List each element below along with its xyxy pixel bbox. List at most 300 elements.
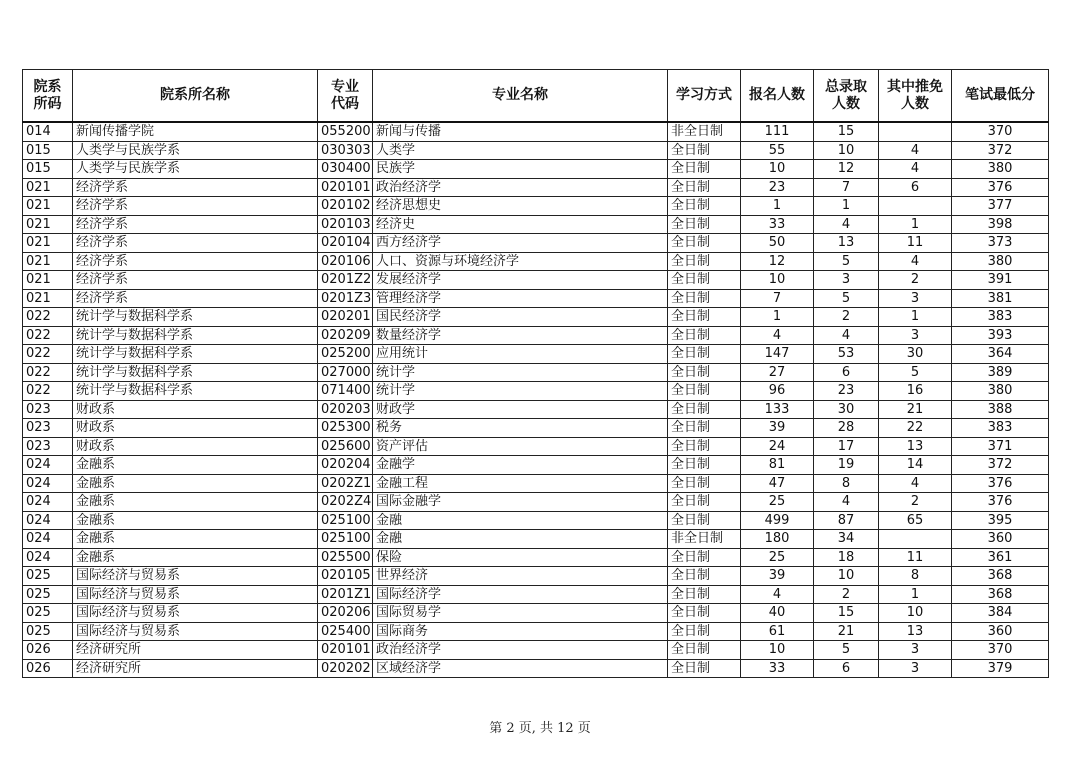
cell-major-code: 020101	[318, 178, 373, 197]
cell-major-code: 020204	[318, 456, 373, 475]
table-row	[23, 400, 1049, 419]
cell-recommended: 6	[879, 178, 952, 197]
cell-major-name: 应用统计	[373, 345, 668, 364]
cell-study-mode: 非全日制	[668, 530, 741, 549]
cell-recommended: 2	[879, 493, 952, 512]
cell-admitted: 30	[814, 400, 879, 419]
cell-dept-code: 021	[23, 178, 73, 197]
cell-study-mode: 全日制	[668, 548, 741, 567]
cell-dept-name: 经济学系	[73, 289, 318, 308]
cell-min-score: 398	[952, 215, 1049, 234]
table-row	[23, 197, 1049, 216]
table-row	[23, 585, 1049, 604]
header-recommended: 其中推免人数	[879, 70, 952, 123]
cell-major-name: 保险	[373, 548, 668, 567]
cell-applicants: 10	[741, 271, 814, 290]
cell-major-name: 经济史	[373, 215, 668, 234]
cell-min-score: 391	[952, 271, 1049, 290]
cell-min-score: 380	[952, 252, 1049, 271]
table-row	[23, 548, 1049, 567]
cell-dept-code: 021	[23, 215, 73, 234]
cell-major-code: 025400	[318, 622, 373, 641]
cell-major-code: 025300	[318, 419, 373, 438]
cell-major-code: 025600	[318, 437, 373, 456]
cell-study-mode: 全日制	[668, 400, 741, 419]
cell-study-mode: 全日制	[668, 456, 741, 475]
cell-major-code: 020209	[318, 326, 373, 345]
cell-dept-code: 022	[23, 363, 73, 382]
cell-dept-code: 021	[23, 252, 73, 271]
cell-applicants: 111	[741, 122, 814, 141]
cell-dept-code: 025	[23, 604, 73, 623]
cell-dept-code: 024	[23, 474, 73, 493]
cell-dept-name: 国际经济与贸易系	[73, 585, 318, 604]
cell-recommended: 16	[879, 382, 952, 401]
cell-major-code: 020101	[318, 641, 373, 660]
cell-dept-name: 金融系	[73, 474, 318, 493]
cell-applicants: 1	[741, 197, 814, 216]
cell-study-mode: 全日制	[668, 197, 741, 216]
cell-dept-code: 015	[23, 141, 73, 160]
cell-major-code: 025500	[318, 548, 373, 567]
cell-dept-code: 022	[23, 382, 73, 401]
cell-dept-name: 金融系	[73, 511, 318, 530]
cell-recommended: 4	[879, 252, 952, 271]
cell-dept-code: 021	[23, 234, 73, 253]
cell-study-mode: 全日制	[668, 641, 741, 660]
cell-major-code: 020104	[318, 234, 373, 253]
cell-min-score: 360	[952, 622, 1049, 641]
cell-dept-name: 经济学系	[73, 197, 318, 216]
cell-applicants: 39	[741, 567, 814, 586]
cell-applicants: 10	[741, 641, 814, 660]
cell-min-score: 372	[952, 456, 1049, 475]
cell-major-name: 西方经济学	[373, 234, 668, 253]
table-row	[23, 289, 1049, 308]
cell-recommended: 4	[879, 474, 952, 493]
cell-dept-code: 024	[23, 511, 73, 530]
cell-major-code: 020203	[318, 400, 373, 419]
cell-dept-code: 021	[23, 289, 73, 308]
header-major-name: 专业名称	[373, 70, 668, 123]
cell-study-mode: 全日制	[668, 382, 741, 401]
cell-admitted: 6	[814, 659, 879, 678]
cell-study-mode: 全日制	[668, 234, 741, 253]
table-row	[23, 456, 1049, 475]
cell-applicants: 4	[741, 585, 814, 604]
cell-admitted: 2	[814, 585, 879, 604]
cell-dept-name: 经济学系	[73, 215, 318, 234]
cell-dept-code: 015	[23, 160, 73, 179]
cell-study-mode: 全日制	[668, 215, 741, 234]
cell-min-score: 380	[952, 160, 1049, 179]
cell-study-mode: 全日制	[668, 437, 741, 456]
cell-dept-code: 023	[23, 400, 73, 419]
admissions-table-container	[22, 69, 1048, 678]
cell-major-code: 020102	[318, 197, 373, 216]
cell-dept-name: 经济学系	[73, 234, 318, 253]
admissions-table	[22, 69, 1049, 678]
cell-major-code: 0202Z4	[318, 493, 373, 512]
cell-recommended: 22	[879, 419, 952, 438]
cell-min-score: 389	[952, 363, 1049, 382]
cell-dept-name: 统计学与数据科学系	[73, 326, 318, 345]
table-row	[23, 234, 1049, 253]
cell-dept-name: 经济学系	[73, 252, 318, 271]
cell-dept-code: 025	[23, 622, 73, 641]
cell-recommended: 13	[879, 437, 952, 456]
cell-major-code: 0201Z2	[318, 271, 373, 290]
cell-admitted: 28	[814, 419, 879, 438]
cell-dept-name: 经济研究所	[73, 659, 318, 678]
cell-dept-code: 024	[23, 493, 73, 512]
cell-major-code: 025100	[318, 530, 373, 549]
cell-applicants: 147	[741, 345, 814, 364]
cell-recommended: 11	[879, 234, 952, 253]
table-row	[23, 641, 1049, 660]
cell-major-name: 金融	[373, 511, 668, 530]
table-row	[23, 493, 1049, 512]
cell-study-mode: 全日制	[668, 289, 741, 308]
cell-min-score: 393	[952, 326, 1049, 345]
cell-recommended: 30	[879, 345, 952, 364]
cell-dept-code: 025	[23, 567, 73, 586]
cell-applicants: 4	[741, 326, 814, 345]
cell-major-code: 0202Z1	[318, 474, 373, 493]
cell-dept-name: 经济研究所	[73, 641, 318, 660]
cell-admitted: 10	[814, 567, 879, 586]
cell-major-name: 区域经济学	[373, 659, 668, 678]
cell-dept-name: 经济学系	[73, 271, 318, 290]
cell-min-score: 376	[952, 474, 1049, 493]
cell-study-mode: 全日制	[668, 326, 741, 345]
table-row	[23, 252, 1049, 271]
cell-major-name: 新闻与传播	[373, 122, 668, 141]
cell-admitted: 53	[814, 345, 879, 364]
cell-study-mode: 全日制	[668, 511, 741, 530]
cell-admitted: 10	[814, 141, 879, 160]
table-row	[23, 437, 1049, 456]
cell-study-mode: 全日制	[668, 308, 741, 327]
cell-dept-code: 024	[23, 548, 73, 567]
cell-dept-code: 026	[23, 659, 73, 678]
cell-admitted: 21	[814, 622, 879, 641]
cell-major-code: 020206	[318, 604, 373, 623]
cell-dept-name: 金融系	[73, 548, 318, 567]
cell-dept-name: 金融系	[73, 456, 318, 475]
cell-min-score: 364	[952, 345, 1049, 364]
cell-major-name: 国民经济学	[373, 308, 668, 327]
cell-major-name: 人口、资源与环境经济学	[373, 252, 668, 271]
cell-study-mode: 全日制	[668, 160, 741, 179]
cell-applicants: 50	[741, 234, 814, 253]
cell-min-score: 371	[952, 437, 1049, 456]
table-row	[23, 160, 1049, 179]
cell-applicants: 55	[741, 141, 814, 160]
cell-dept-name: 统计学与数据科学系	[73, 363, 318, 382]
page-footer: 第 2 页, 共 12 页	[489, 721, 591, 736]
cell-major-code: 025100	[318, 511, 373, 530]
cell-dept-code: 026	[23, 641, 73, 660]
cell-dept-name: 财政系	[73, 437, 318, 456]
cell-study-mode: 全日制	[668, 659, 741, 678]
cell-applicants: 96	[741, 382, 814, 401]
cell-dept-name: 新闻传播学院	[73, 122, 318, 141]
cell-applicants: 25	[741, 493, 814, 512]
cell-major-name: 统计学	[373, 382, 668, 401]
cell-recommended: 3	[879, 659, 952, 678]
table-row	[23, 122, 1049, 141]
cell-admitted: 3	[814, 271, 879, 290]
cell-recommended: 21	[879, 400, 952, 419]
cell-major-code: 020105	[318, 567, 373, 586]
cell-study-mode: 非全日制	[668, 122, 741, 141]
cell-dept-code: 014	[23, 122, 73, 141]
cell-major-code: 020201	[318, 308, 373, 327]
table-row	[23, 511, 1049, 530]
table-row	[23, 474, 1049, 493]
cell-applicants: 40	[741, 604, 814, 623]
cell-min-score: 395	[952, 511, 1049, 530]
cell-admitted: 17	[814, 437, 879, 456]
cell-applicants: 10	[741, 160, 814, 179]
table-body	[23, 122, 1049, 678]
cell-dept-name: 财政系	[73, 400, 318, 419]
cell-recommended: 3	[879, 289, 952, 308]
header-major-code: 专业代码	[318, 70, 373, 123]
cell-major-name: 统计学	[373, 363, 668, 382]
cell-study-mode: 全日制	[668, 567, 741, 586]
cell-study-mode: 全日制	[668, 474, 741, 493]
cell-min-score: 372	[952, 141, 1049, 160]
table-row	[23, 567, 1049, 586]
cell-major-name: 国际商务	[373, 622, 668, 641]
cell-dept-name: 统计学与数据科学系	[73, 345, 318, 364]
cell-recommended: 14	[879, 456, 952, 475]
table-row	[23, 308, 1049, 327]
cell-recommended: 65	[879, 511, 952, 530]
cell-applicants: 7	[741, 289, 814, 308]
cell-admitted: 34	[814, 530, 879, 549]
table-row	[23, 326, 1049, 345]
header-admitted: 总录取人数	[814, 70, 879, 123]
cell-min-score: 383	[952, 419, 1049, 438]
header-min-score: 笔试最低分	[952, 70, 1049, 123]
cell-min-score: 384	[952, 604, 1049, 623]
cell-major-code: 030400	[318, 160, 373, 179]
cell-applicants: 47	[741, 474, 814, 493]
cell-major-name: 世界经济	[373, 567, 668, 586]
table-row	[23, 363, 1049, 382]
cell-major-name: 发展经济学	[373, 271, 668, 290]
cell-recommended	[879, 197, 952, 216]
cell-major-code: 020202	[318, 659, 373, 678]
cell-major-name: 国际金融学	[373, 493, 668, 512]
cell-admitted: 2	[814, 308, 879, 327]
cell-admitted: 15	[814, 604, 879, 623]
cell-admitted: 5	[814, 289, 879, 308]
cell-dept-name: 金融系	[73, 493, 318, 512]
cell-min-score: 381	[952, 289, 1049, 308]
cell-applicants: 81	[741, 456, 814, 475]
cell-recommended: 1	[879, 585, 952, 604]
cell-admitted: 4	[814, 326, 879, 345]
cell-major-name: 税务	[373, 419, 668, 438]
cell-applicants: 33	[741, 215, 814, 234]
cell-dept-name: 金融系	[73, 530, 318, 549]
cell-recommended: 8	[879, 567, 952, 586]
cell-applicants: 1	[741, 308, 814, 327]
cell-applicants: 499	[741, 511, 814, 530]
header-study-mode: 学习方式	[668, 70, 741, 123]
cell-dept-name: 统计学与数据科学系	[73, 382, 318, 401]
cell-min-score: 370	[952, 122, 1049, 141]
cell-major-code: 0201Z1	[318, 585, 373, 604]
cell-study-mode: 全日制	[668, 178, 741, 197]
cell-min-score: 376	[952, 178, 1049, 197]
table-row	[23, 141, 1049, 160]
cell-min-score: 373	[952, 234, 1049, 253]
cell-min-score: 368	[952, 567, 1049, 586]
cell-recommended: 1	[879, 308, 952, 327]
cell-dept-code: 021	[23, 197, 73, 216]
cell-study-mode: 全日制	[668, 252, 741, 271]
cell-admitted: 7	[814, 178, 879, 197]
table-row	[23, 178, 1049, 197]
cell-study-mode: 全日制	[668, 604, 741, 623]
cell-major-code: 025200	[318, 345, 373, 364]
cell-major-name: 政治经济学	[373, 178, 668, 197]
cell-major-name: 数量经济学	[373, 326, 668, 345]
cell-major-name: 民族学	[373, 160, 668, 179]
cell-dept-name: 财政系	[73, 419, 318, 438]
cell-admitted: 12	[814, 160, 879, 179]
cell-admitted: 15	[814, 122, 879, 141]
cell-dept-name: 人类学与民族学系	[73, 160, 318, 179]
cell-major-name: 经济思想史	[373, 197, 668, 216]
cell-recommended: 3	[879, 641, 952, 660]
cell-min-score: 368	[952, 585, 1049, 604]
cell-recommended: 2	[879, 271, 952, 290]
cell-recommended: 1	[879, 215, 952, 234]
cell-admitted: 8	[814, 474, 879, 493]
table-row	[23, 382, 1049, 401]
table-row	[23, 345, 1049, 364]
cell-recommended: 13	[879, 622, 952, 641]
cell-major-name: 财政学	[373, 400, 668, 419]
cell-study-mode: 全日制	[668, 419, 741, 438]
cell-admitted: 4	[814, 493, 879, 512]
cell-recommended	[879, 122, 952, 141]
cell-admitted: 19	[814, 456, 879, 475]
cell-recommended: 5	[879, 363, 952, 382]
cell-applicants: 180	[741, 530, 814, 549]
cell-admitted: 1	[814, 197, 879, 216]
cell-recommended	[879, 530, 952, 549]
cell-applicants: 33	[741, 659, 814, 678]
cell-major-name: 人类学	[373, 141, 668, 160]
cell-min-score: 388	[952, 400, 1049, 419]
cell-min-score: 360	[952, 530, 1049, 549]
cell-dept-name: 经济学系	[73, 178, 318, 197]
cell-major-name: 国际经济学	[373, 585, 668, 604]
cell-major-code: 071400	[318, 382, 373, 401]
cell-major-name: 金融工程	[373, 474, 668, 493]
header-dept-name: 院系所名称	[73, 70, 318, 123]
cell-recommended: 4	[879, 160, 952, 179]
cell-admitted: 87	[814, 511, 879, 530]
cell-dept-code: 024	[23, 530, 73, 549]
cell-dept-code: 022	[23, 308, 73, 327]
cell-admitted: 13	[814, 234, 879, 253]
table-row	[23, 215, 1049, 234]
cell-study-mode: 全日制	[668, 271, 741, 290]
cell-major-code: 020106	[318, 252, 373, 271]
cell-applicants: 25	[741, 548, 814, 567]
cell-applicants: 133	[741, 400, 814, 419]
cell-major-name: 国际贸易学	[373, 604, 668, 623]
cell-major-name: 金融	[373, 530, 668, 549]
table-row	[23, 659, 1049, 678]
cell-applicants: 39	[741, 419, 814, 438]
cell-admitted: 5	[814, 641, 879, 660]
cell-min-score: 380	[952, 382, 1049, 401]
table-row	[23, 530, 1049, 549]
cell-admitted: 18	[814, 548, 879, 567]
cell-dept-code: 025	[23, 585, 73, 604]
cell-major-code: 0201Z3	[318, 289, 373, 308]
cell-min-score: 379	[952, 659, 1049, 678]
cell-major-code: 030303	[318, 141, 373, 160]
cell-study-mode: 全日制	[668, 141, 741, 160]
cell-applicants: 24	[741, 437, 814, 456]
cell-applicants: 12	[741, 252, 814, 271]
table-row	[23, 271, 1049, 290]
cell-recommended: 10	[879, 604, 952, 623]
cell-recommended: 3	[879, 326, 952, 345]
cell-dept-code: 024	[23, 456, 73, 475]
cell-admitted: 4	[814, 215, 879, 234]
cell-study-mode: 全日制	[668, 345, 741, 364]
header-dept-code: 院系所码	[23, 70, 73, 123]
cell-study-mode: 全日制	[668, 363, 741, 382]
cell-dept-name: 国际经济与贸易系	[73, 604, 318, 623]
cell-admitted: 23	[814, 382, 879, 401]
cell-admitted: 5	[814, 252, 879, 271]
cell-major-name: 管理经济学	[373, 289, 668, 308]
table-row	[23, 622, 1049, 641]
cell-min-score: 383	[952, 308, 1049, 327]
cell-major-code: 027000	[318, 363, 373, 382]
table-row	[23, 604, 1049, 623]
cell-dept-name: 人类学与民族学系	[73, 141, 318, 160]
cell-dept-name: 国际经济与贸易系	[73, 567, 318, 586]
cell-dept-name: 统计学与数据科学系	[73, 308, 318, 327]
cell-major-code: 020103	[318, 215, 373, 234]
cell-dept-name: 国际经济与贸易系	[73, 622, 318, 641]
table-row	[23, 419, 1049, 438]
cell-study-mode: 全日制	[668, 585, 741, 604]
cell-major-name: 政治经济学	[373, 641, 668, 660]
cell-dept-code: 022	[23, 326, 73, 345]
cell-recommended: 4	[879, 141, 952, 160]
cell-dept-code: 021	[23, 271, 73, 290]
cell-study-mode: 全日制	[668, 622, 741, 641]
cell-study-mode: 全日制	[668, 493, 741, 512]
header-applicants: 报名人数	[741, 70, 814, 123]
cell-min-score: 370	[952, 641, 1049, 660]
header-row	[23, 70, 1049, 123]
